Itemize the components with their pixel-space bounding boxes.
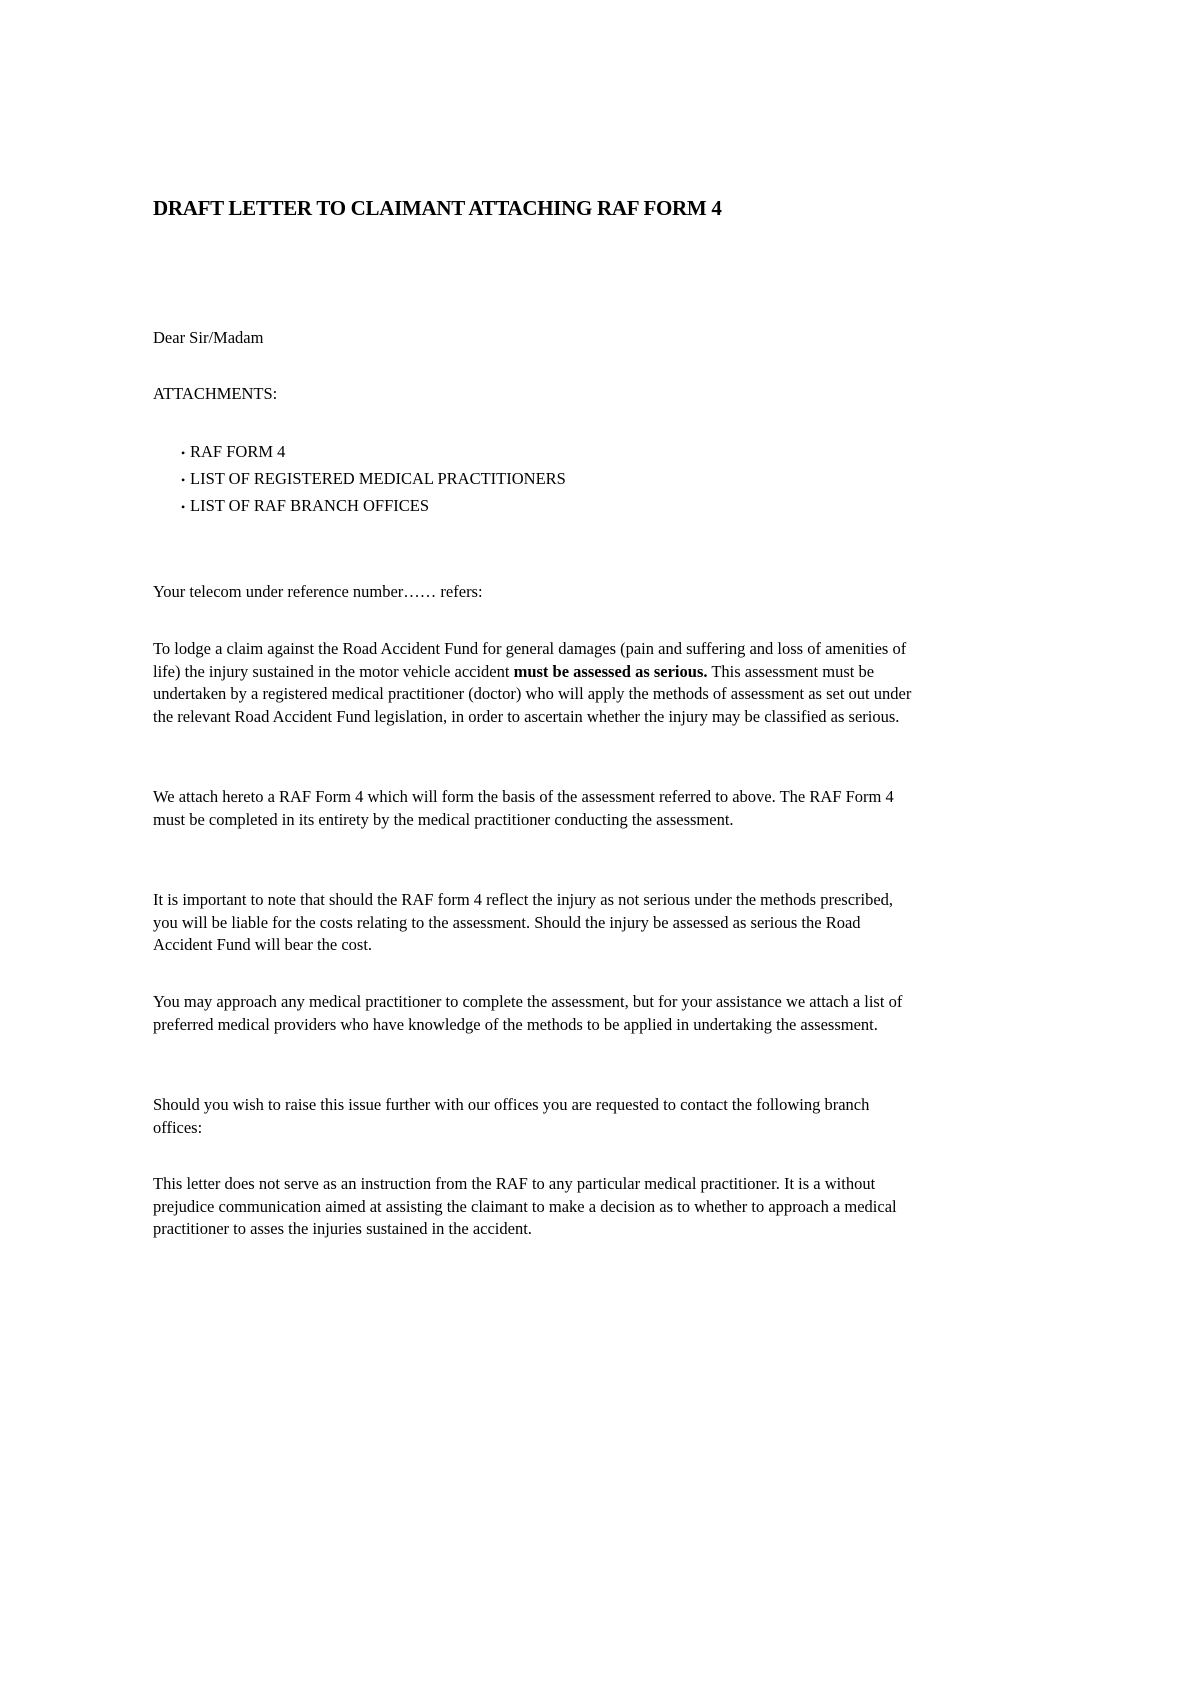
salutation: Dear Sir/Madam — [153, 328, 264, 347]
paragraph-branch-offices: Should you wish to raise this issue further with our offices you are requested to contact the following branch offices: — [153, 1095, 870, 1137]
attachment-item-label: RAF FORM 4 — [190, 442, 286, 461]
attachment-item — [181, 493, 566, 520]
document-title: DRAFT LETTER TO CLAIMANT ATTACHING RAF FORM 4 — [153, 196, 722, 220]
paragraph-claim-assessment — [153, 638, 913, 728]
paragraph-disclaimer: This letter does not serve as an instruction from the RAF to any particular medical practitioner. It is a without prejudice communication aimed at assisting the claimant to make a decision as to whether to approach a medical practitioner to asses the injuries sustained in the accident. — [153, 1174, 897, 1238]
attachment-item-label: LIST OF REGISTERED MEDICAL PRACTITIONERS — [190, 469, 566, 488]
attachment-item — [181, 466, 566, 493]
paragraph-claim-assessment-rest: This assessment must be undertaken by a registered medical practitioner (doctor) who will apply the methods of assessment as set out under the relevant Road Accident Fund legislation, in order to ascertain whether the injury may be classified as serious. — [153, 661, 912, 726]
paragraph-costs: It is important to note that should the RAF form 4 reflect the injury as not serious under the methods prescribed, you will be liable for the costs relating to the assessment. Should the injury be assessed as serious the Road Accident Fund will bear the cost. — [153, 890, 894, 954]
paragraph-practitioners: You may approach any medical practitioner to complete the assessment, but for your assistance we attach a list of preferred medical providers who have knowledge of the methods to be applied in undertaking the assessment. — [153, 992, 903, 1034]
attachments-heading: ATTACHMENTS: — [153, 384, 278, 403]
paragraph-form-attached: We attach hereto a RAF Form 4 which will form the basis of the assessment referred to above. The RAF Form 4 must be completed in its entirety by the medical practitioner conducting the assessment. — [153, 787, 894, 829]
attachment-list — [181, 439, 566, 520]
attachment-item-label: LIST OF RAF BRANCH OFFICES — [190, 496, 430, 515]
attachment-item — [181, 439, 566, 466]
reference-line: Your telecom under reference number…… refers: — [153, 582, 483, 601]
paragraph-claim-assessment-intro: To lodge a claim against the Road Accident Fund for general damages (pain and suffering and loss of amenities of life) the injury sustained in the motor vehicle accident — [153, 639, 907, 681]
paragraph-claim-assessment-emphasis: must be assessed as serious. — [513, 661, 708, 681]
